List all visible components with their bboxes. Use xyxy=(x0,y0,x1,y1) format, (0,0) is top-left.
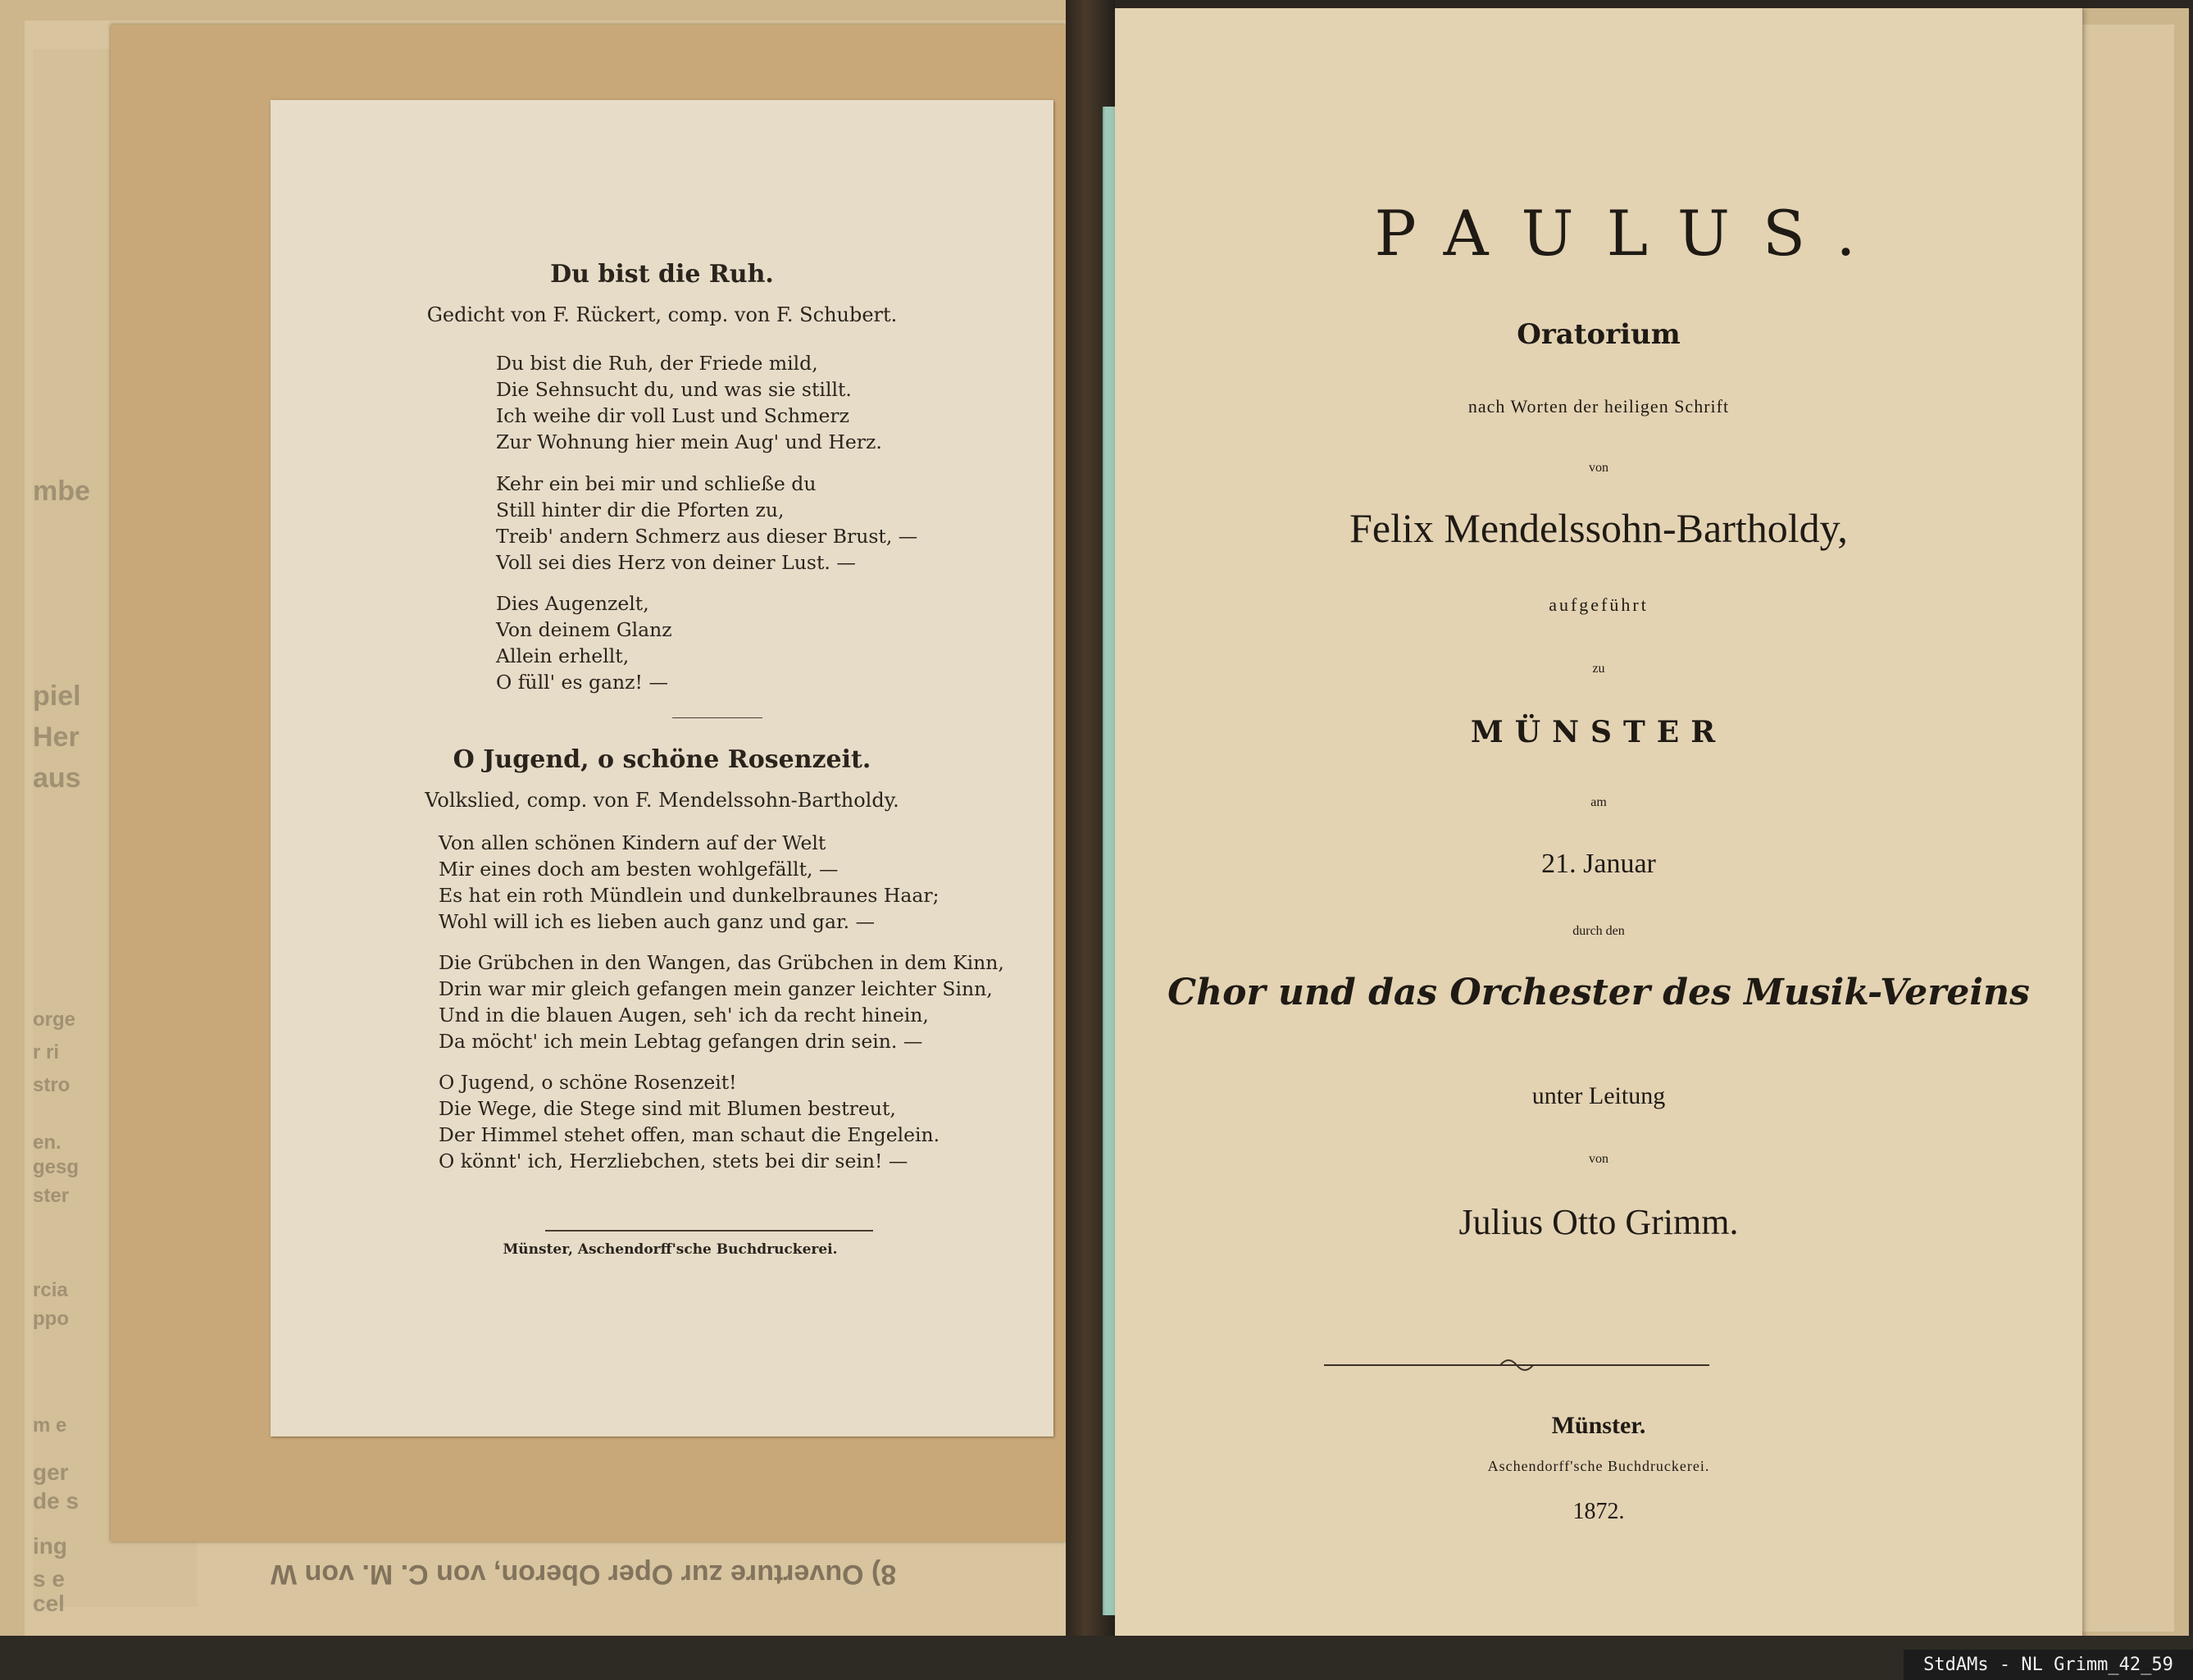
newsprint-fragment: cel xyxy=(33,1591,65,1616)
imprint-printer: Aschendorff'sche Buchdruckerei. xyxy=(1487,1458,1710,1474)
zu-label: zu xyxy=(1592,662,1605,676)
direction-label: unter Leitung xyxy=(1531,1082,1666,1109)
conductor-name: Julius Otto Grimm. xyxy=(1458,1202,1739,1242)
newsprint-fragment: ppo xyxy=(33,1308,69,1330)
von-label-2: von xyxy=(1589,1152,1608,1166)
newsprint-fragment: ger xyxy=(33,1459,69,1485)
von-label: von xyxy=(1589,461,1608,475)
newsprint-fragment: ing xyxy=(33,1533,67,1559)
page-title: PAULUS. xyxy=(1374,197,1889,270)
title-page xyxy=(1115,8,2082,1650)
newsprint-fragment: m e xyxy=(33,1414,67,1436)
newsprint-fragment: gesg xyxy=(33,1156,80,1178)
song1-subtitle: Gedicht von F. Rückert, comp. von F. Schubert. xyxy=(426,303,898,326)
scripture-line: nach Worten der heiligen Schrift xyxy=(1467,396,1730,417)
divider xyxy=(545,1230,873,1232)
newsprint-fragment: mbe xyxy=(33,476,90,507)
newsprint-fragment: orge xyxy=(33,1008,76,1031)
am-label: am xyxy=(1590,795,1607,809)
song1-stanza: Kehr ein bei mir und schließe du Still hinter dir die Pforten zu, Treib' andern Schmerz aus dieser Brust, — Voll sei dies Herz von deiner Lust. — xyxy=(496,472,918,574)
newsprint-fragment: s e xyxy=(33,1566,65,1591)
ornamental-rule xyxy=(1324,1353,1709,1377)
bottom-shadow xyxy=(0,1636,2193,1680)
imprint-year: 1872. xyxy=(1572,1499,1625,1524)
performed-label: aufgeführt xyxy=(1549,594,1649,615)
newsprint-fragment: stro xyxy=(33,1074,71,1096)
song1-title: Du bist die Ruh. xyxy=(550,260,774,289)
left-imprint: Münster, Aschendorff'sche Buchdruckerei. xyxy=(503,1241,838,1258)
left-song-sheet xyxy=(271,100,1053,1436)
durch-label: durch den xyxy=(1572,924,1625,938)
oratorium-label: Oratorium xyxy=(1517,318,1681,351)
newsprint-fragment: r ri xyxy=(33,1041,60,1063)
song2-title: O Jugend, o schöne Rosenzeit. xyxy=(453,745,871,774)
city-name: MÜNSTER xyxy=(1470,715,1727,749)
song1-stanza: Dies Augenzelt, Von deinem Glanz Allein erhellt, O füll' es ganz! — xyxy=(496,592,672,694)
imprint-place: Münster. xyxy=(1551,1412,1646,1439)
newsprint-fragment: de s xyxy=(33,1488,80,1514)
newsprint-fragment: Her xyxy=(33,722,80,753)
song2-stanza: O Jugend, o schöne Rosenzeit! Die Wege, die Stege sind mit Blumen bestreut, Der Himmel stehet offen, man schaut die Engelein. O könnt' ich, Herzliebchen, stets bei dir sein! — xyxy=(439,1071,940,1172)
newsprint-fragment: rcia xyxy=(33,1279,68,1301)
newsprint-fragment: ster xyxy=(33,1185,70,1207)
song2-subtitle: Volkslied, comp. von F. Mendelssohn-Bartholdy. xyxy=(425,789,899,812)
divider xyxy=(672,717,762,718)
song2-stanza: Von allen schönen Kindern auf der Welt Mir eines doch am besten wohlgefällt, — Es hat ein roth Mündlein und dunkelbraunes Haar; Wohl will ich es lieben auch ganz und gar. — xyxy=(439,831,940,933)
performance-date: 21. Januar xyxy=(1541,849,1656,879)
newsprint-fragment: piel xyxy=(33,681,81,712)
song2-stanza: Die Grübchen in den Wangen, das Grübchen in dem Kinn, Drin war mir gleich gefangen mein ganzer leichter Sinn, Und in die blauen Augen, seh' ich da recht hinein, Da möcht' ich mein Lebtag gefangen drin sein. — xyxy=(439,951,1004,1053)
upside-down-print: 8) Ouverture zur Oper Oberon, von C. M. von W xyxy=(271,1559,897,1590)
newsprint-fragment: aus xyxy=(33,763,81,794)
song1-stanza: Du bist die Ruh, der Friede mild, Die Sehnsucht du, und was sie stillt. Ich weihe dir voll Lust und Schmerz Zur Wohnung hier mein Aug' und Herz. xyxy=(496,352,882,453)
archive-stamp: StdAMs - NL Grimm_42_59 xyxy=(1904,1650,2193,1680)
composer-name: Felix Mendelssohn-Bartholdy, xyxy=(1349,505,1848,551)
newsprint-fragment: en. xyxy=(33,1131,61,1154)
ensemble-name: Chor und das Orchester des Musik-Vereins xyxy=(1167,972,2030,1013)
